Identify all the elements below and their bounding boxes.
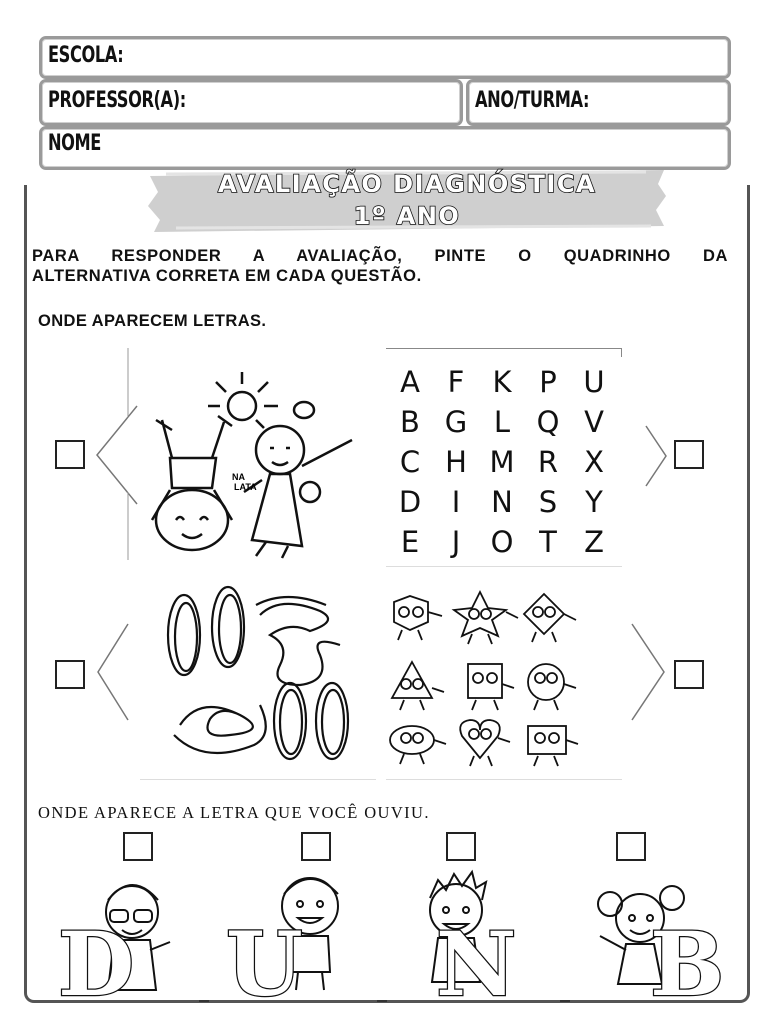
- letter: L: [493, 405, 511, 439]
- letter: P: [539, 365, 557, 399]
- arrow-right-icon: [644, 424, 674, 494]
- answer-box-u[interactable]: [301, 832, 331, 861]
- ano-turma-label: ANO/TURMA:: [475, 88, 590, 113]
- arrow-left-icon: [96, 620, 136, 730]
- letter: U: [583, 365, 605, 399]
- banner-title-line2: 1º ANO: [353, 202, 461, 230]
- divider-dash: [199, 1000, 209, 1002]
- answer-box-2[interactable]: [674, 440, 704, 469]
- answer-box-d[interactable]: [123, 832, 153, 861]
- instruction-line1: PARA RESPONDER A AVALIAÇÃO, PINTE O QUADRINHO DA: [32, 247, 728, 265]
- divider: [140, 779, 376, 780]
- escola-label: ESCOLA:: [48, 43, 124, 68]
- letter-row: [387, 482, 619, 522]
- letter: Q: [536, 405, 560, 439]
- letter: M: [489, 445, 515, 479]
- escola-field[interactable]: [39, 36, 731, 79]
- letter: E: [400, 525, 420, 559]
- svg-text:LATA: LATA: [234, 482, 257, 492]
- letter: S: [538, 485, 558, 519]
- children-playing-illustration: [152, 370, 372, 560]
- letter: O: [490, 525, 514, 559]
- letter: A: [400, 365, 420, 399]
- answer-box-3[interactable]: [55, 660, 85, 689]
- letter: I: [451, 485, 461, 519]
- shape-characters-illustration: [388, 588, 608, 778]
- title-banner: [146, 166, 668, 236]
- answer-box-1[interactable]: [55, 440, 85, 469]
- nome-label: NOME: [48, 131, 101, 156]
- letter: N: [491, 485, 513, 519]
- divider-dash: [377, 1000, 387, 1002]
- option-letter-n: N: [436, 912, 517, 1016]
- letter: C: [399, 445, 421, 479]
- scribbles-and-ovals-illustration: [160, 585, 360, 775]
- instruction-line2: ALTERNATIVA CORRETA EM CADA QUESTÃO.: [32, 267, 422, 285]
- divider: [386, 566, 622, 567]
- ano-turma-field[interactable]: [466, 79, 731, 126]
- nome-field[interactable]: [39, 126, 731, 170]
- banner-title-line1: AVALIAÇÃO DIAGNÓSTICA: [217, 170, 597, 198]
- letter: F: [447, 365, 465, 399]
- letter-row: [387, 402, 619, 442]
- letter: R: [537, 445, 559, 479]
- answer-box-4[interactable]: [674, 660, 704, 689]
- letter: D: [398, 485, 422, 519]
- answer-box-n[interactable]: [446, 832, 476, 861]
- divider: [386, 779, 622, 780]
- letter: Y: [585, 485, 603, 519]
- letter-row: [387, 522, 619, 562]
- letter: B: [400, 405, 420, 439]
- answer-box-b[interactable]: [616, 832, 646, 861]
- question2-title: ONDE APARECE A LETRA QUE VOCÊ OUVIU.: [38, 803, 430, 822]
- letter-grid: [387, 362, 619, 562]
- letter: V: [584, 405, 604, 439]
- option-letter-d: D: [58, 912, 135, 1016]
- letter: Z: [584, 525, 604, 559]
- professor-label: PROFESSOR(A):: [48, 88, 186, 113]
- letter: X: [584, 445, 604, 479]
- arrow-right-icon: [630, 620, 670, 730]
- option-letter-u: U: [226, 912, 303, 1016]
- question1-title: ONDE APARECEM LETRAS.: [38, 312, 267, 330]
- letter: T: [539, 525, 557, 559]
- letter: G: [444, 405, 468, 439]
- letter: H: [445, 445, 467, 479]
- letter-row: [387, 362, 619, 402]
- letter: K: [492, 365, 512, 399]
- divider-dash: [560, 1000, 570, 1002]
- letter-row: [387, 442, 619, 482]
- letter: J: [451, 525, 461, 559]
- watermark-logo: NA: [232, 472, 245, 482]
- option-letter-b: B: [650, 912, 725, 1016]
- arrow-left-icon: [95, 400, 145, 530]
- professor-field[interactable]: [39, 79, 463, 126]
